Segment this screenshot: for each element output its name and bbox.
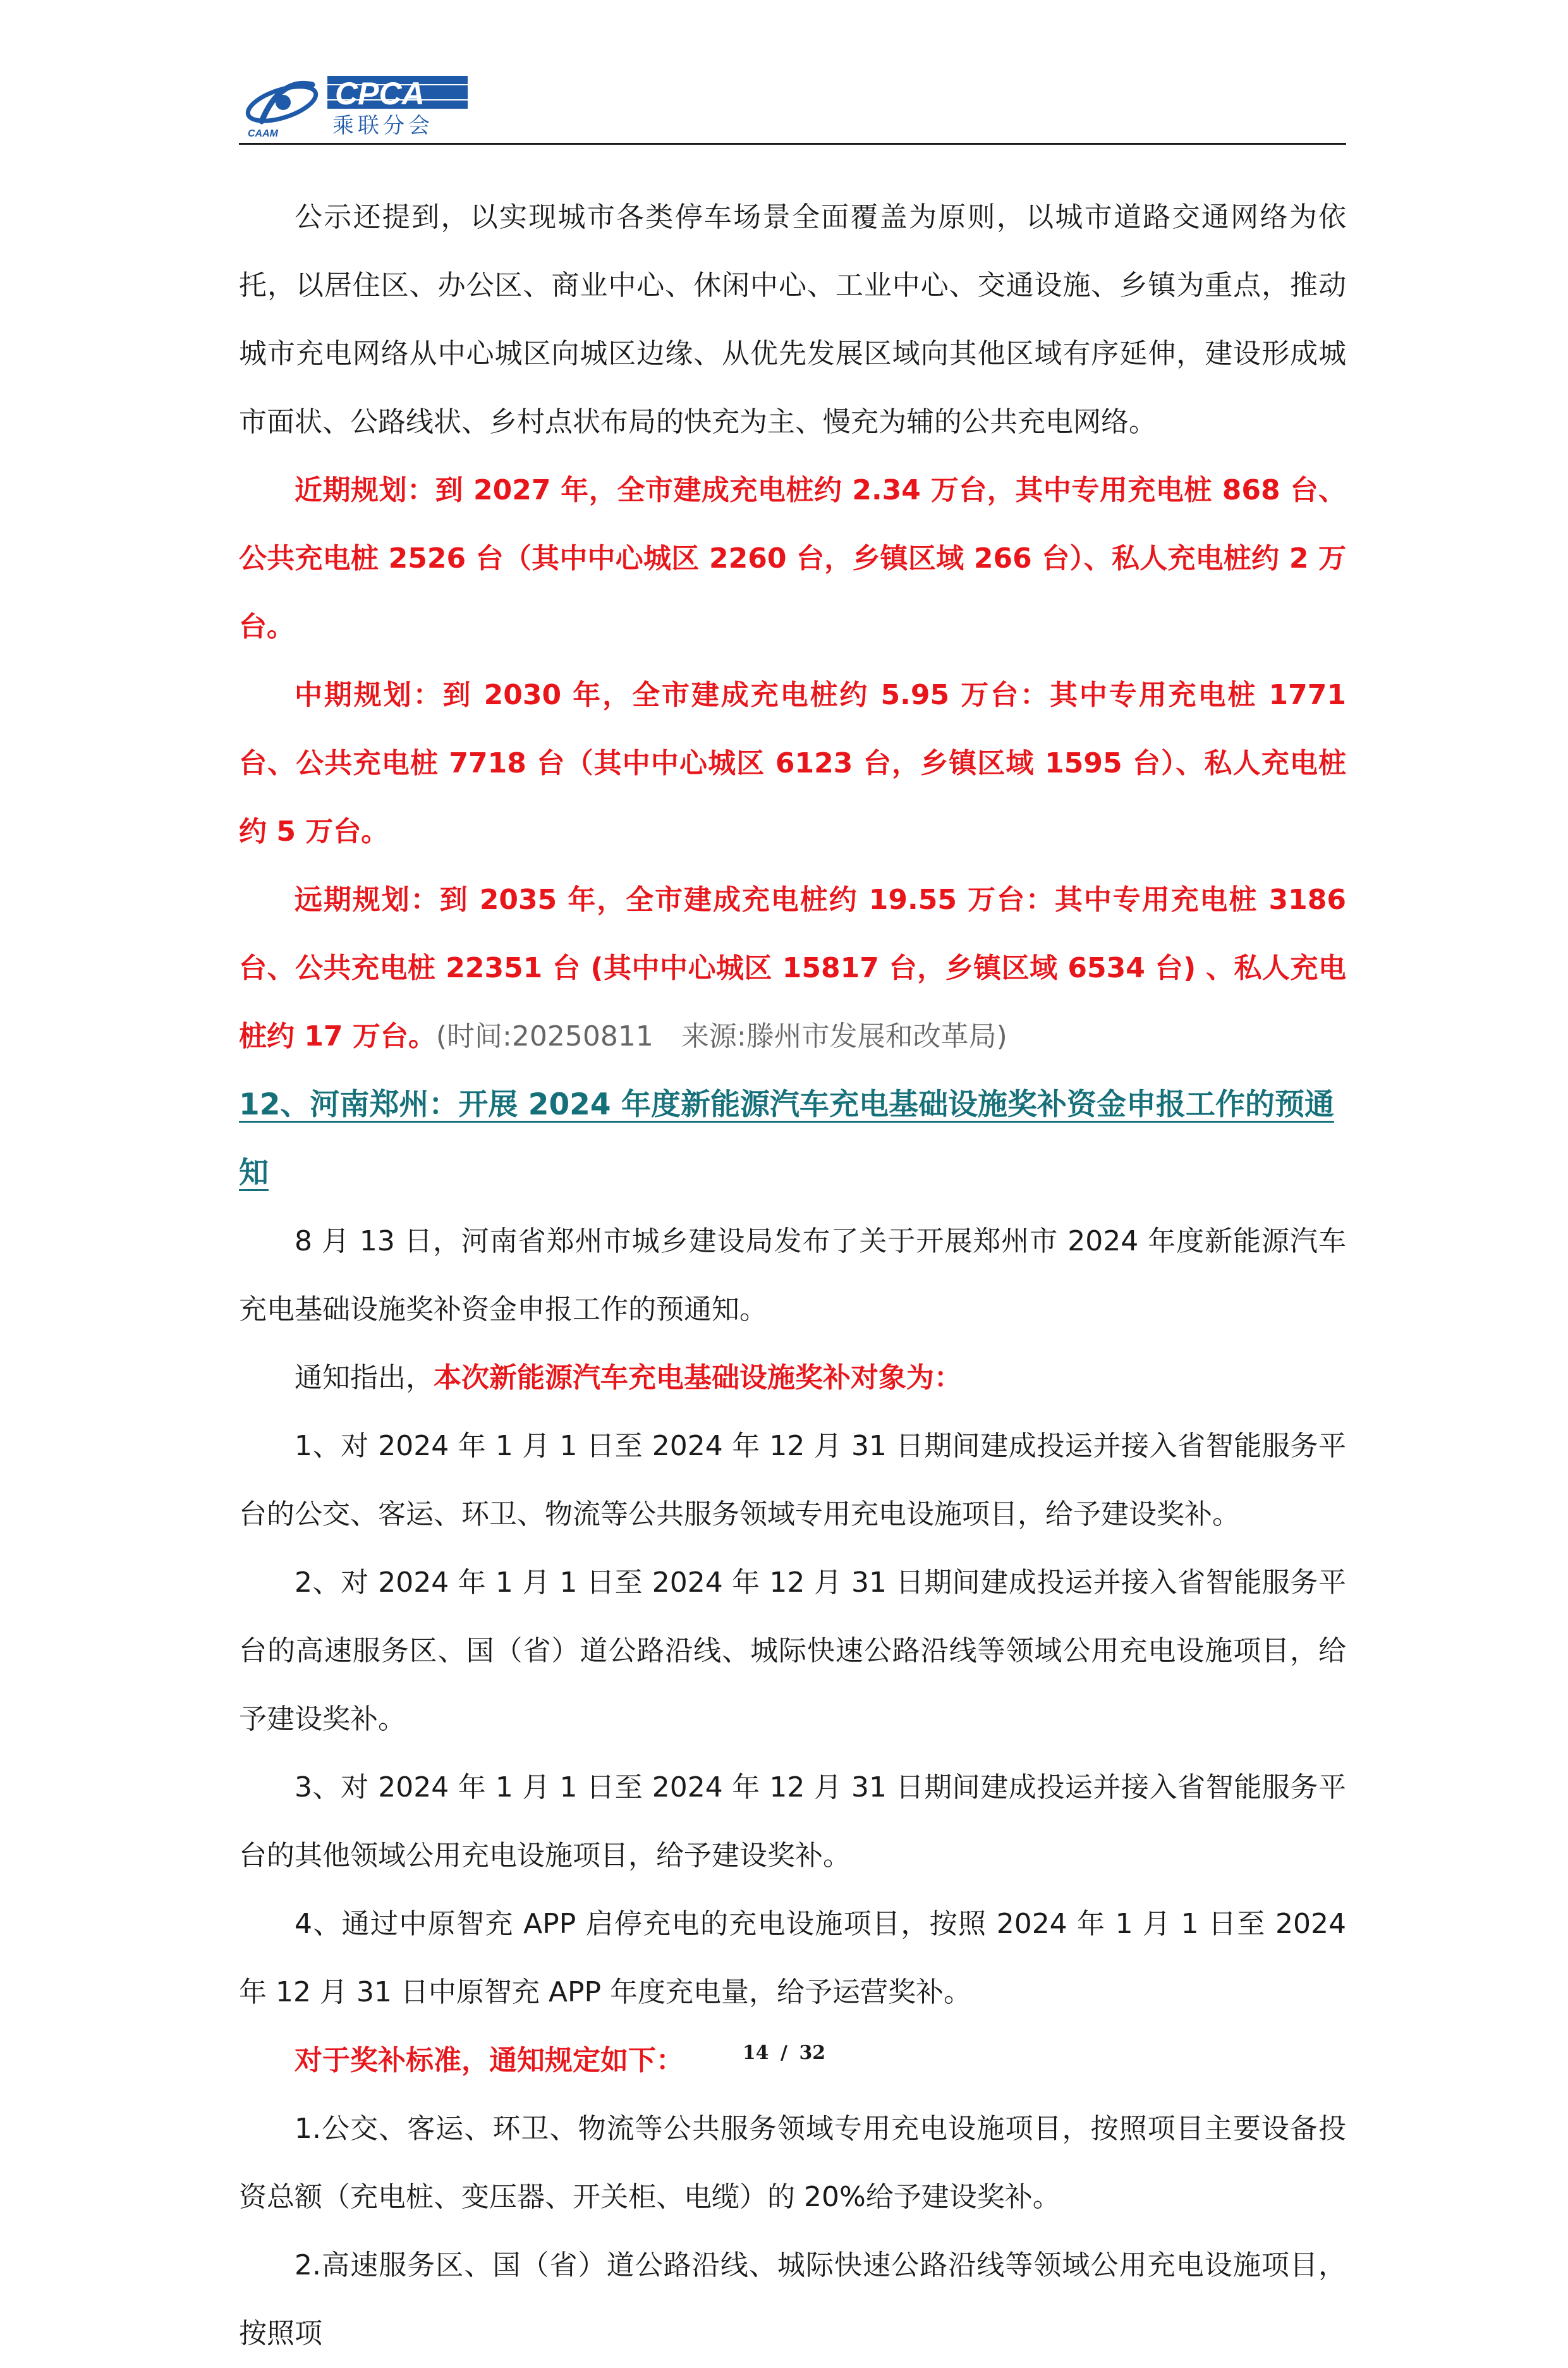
paragraph-mid-term-plan: 中期规划：到 2030 年，全市建成充电桩约 5.95 万台：其中专用充电桩 1771 台、公共充电桩 7718 台（其中中心城区 6123 台，乡镇区域 1595 台）、私人充电桩约 5 万台。 <box>239 679 1346 848</box>
paragraph-item-2: 2、对 2024 年 1 月 1 日至 2024 年 12 月 31 日期间建成投运并接入省智能服务平台的高速服务区、国（省）道公路沿线、城际快速公路沿线等领域公用充电设施项目，给予建设奖补。 <box>239 1566 1346 1735</box>
page-number <box>0 2042 1568 2064</box>
logo-cpca-text: CPCA <box>335 76 425 111</box>
paragraph-near-term-plan: 近期规划：到 2027 年，全市建成充电桩约 2.34 万台，其中专用充电桩 868 台、公共充电桩 2526 台（其中中心城区 2260 台，乡镇区域 266 台）、私人充电桩约 2 万台。 <box>239 474 1346 643</box>
source-note: (时间:20250811 来源:滕州市发展和改革局) <box>435 1020 1007 1053</box>
page-current: 14 <box>742 2042 769 2064</box>
paragraph-long-term-plan <box>239 866 1346 1071</box>
paragraph-subsidy-targets <box>239 1344 1346 1412</box>
long-term-plan-text: 远期规划：到 2035 年，全市建成充电桩约 19.55 万台：其中专用充电桩 3186 台、公共充电桩 22351 台 (其中中心城区 15817 台，乡镇区域 6534 台) 、私人充电桩约 17 万台。 <box>239 884 1346 1053</box>
page-separator: / <box>781 2042 787 2064</box>
cpca-logo <box>243 71 470 138</box>
paragraph-item-1: 1、对 2024 年 1 月 1 日至 2024 年 12 月 31 日期间建成投运并接入省智能服务平台的公交、客运、环卫、物流等公共服务领域专用充电设施项目，给予建设奖补。 <box>239 1430 1346 1530</box>
paragraph-standard-2: 2.高速服务区、国（省）道公路沿线、城际快速公路沿线等领域公用充电设施项目，按照项 <box>239 2249 1346 2350</box>
page-header <box>239 68 1346 145</box>
paragraph-subsidy-standard-title: 对于奖补标准，通知规定如下： <box>295 2044 684 2077</box>
paragraph-notice-intro: 8 月 13 日，河南省郑州市城乡建设局发布了关于开展郑州市 2024 年度新能源汽车充电基础设施奖补资金申报工作的预通知。 <box>239 1225 1346 1326</box>
logo-cn-text: 乘联分会 <box>332 113 434 138</box>
logo-sub-text: CAAM <box>248 128 278 138</box>
subsidy-targets-lead: 通知指出， <box>295 1362 434 1394</box>
page-total: 32 <box>799 2042 826 2064</box>
paragraph-charging-network: 公示还提到，以实现城市各类停车场景全面覆盖为原则，以城市道路交通网络为依托，以居住区、办公区、商业中心、休闲中心、工业中心、交通设施、乡镇为重点，推动城市充电网络从中心城区向城区边缘、从优先发展区域向其他区域有序延伸，建设形成城市面状、公路线状、乡村点状布局的快充为主、慢充为辅的公共充电网络。 <box>239 201 1346 438</box>
page-body <box>239 183 1346 2368</box>
paragraph-item-3: 3、对 2024 年 1 月 1 日至 2024 年 12 月 31 日期间建成投运并接入省智能服务平台的其他领域公用充电设施项目，给予建设奖补。 <box>239 1771 1346 1872</box>
paragraph-item-4: 4、通过中原智充 APP 启停充电的充电设施项目，按照 2024 年 1 月 1 日至 2024 年 12 月 31 日中原智充 APP 年度充电量，给予运营奖补。 <box>239 1908 1346 2008</box>
section-heading-zhengzhou: 12、河南郑州：开展 2024 年度新能源汽车充电基础设施奖补资金申报工作的预通知 <box>239 1087 1334 1190</box>
subsidy-targets-highlight: 本次新能源汽车充电基础设施奖补对象为： <box>434 1362 962 1394</box>
paragraph-standard-1: 1.公交、客运、环卫、物流等公共服务领域专用充电设施项目，按照项目主要设备投资总额（充电桩、变压器、开关柜、电缆）的 20%给予建设奖补。 <box>239 2113 1346 2213</box>
